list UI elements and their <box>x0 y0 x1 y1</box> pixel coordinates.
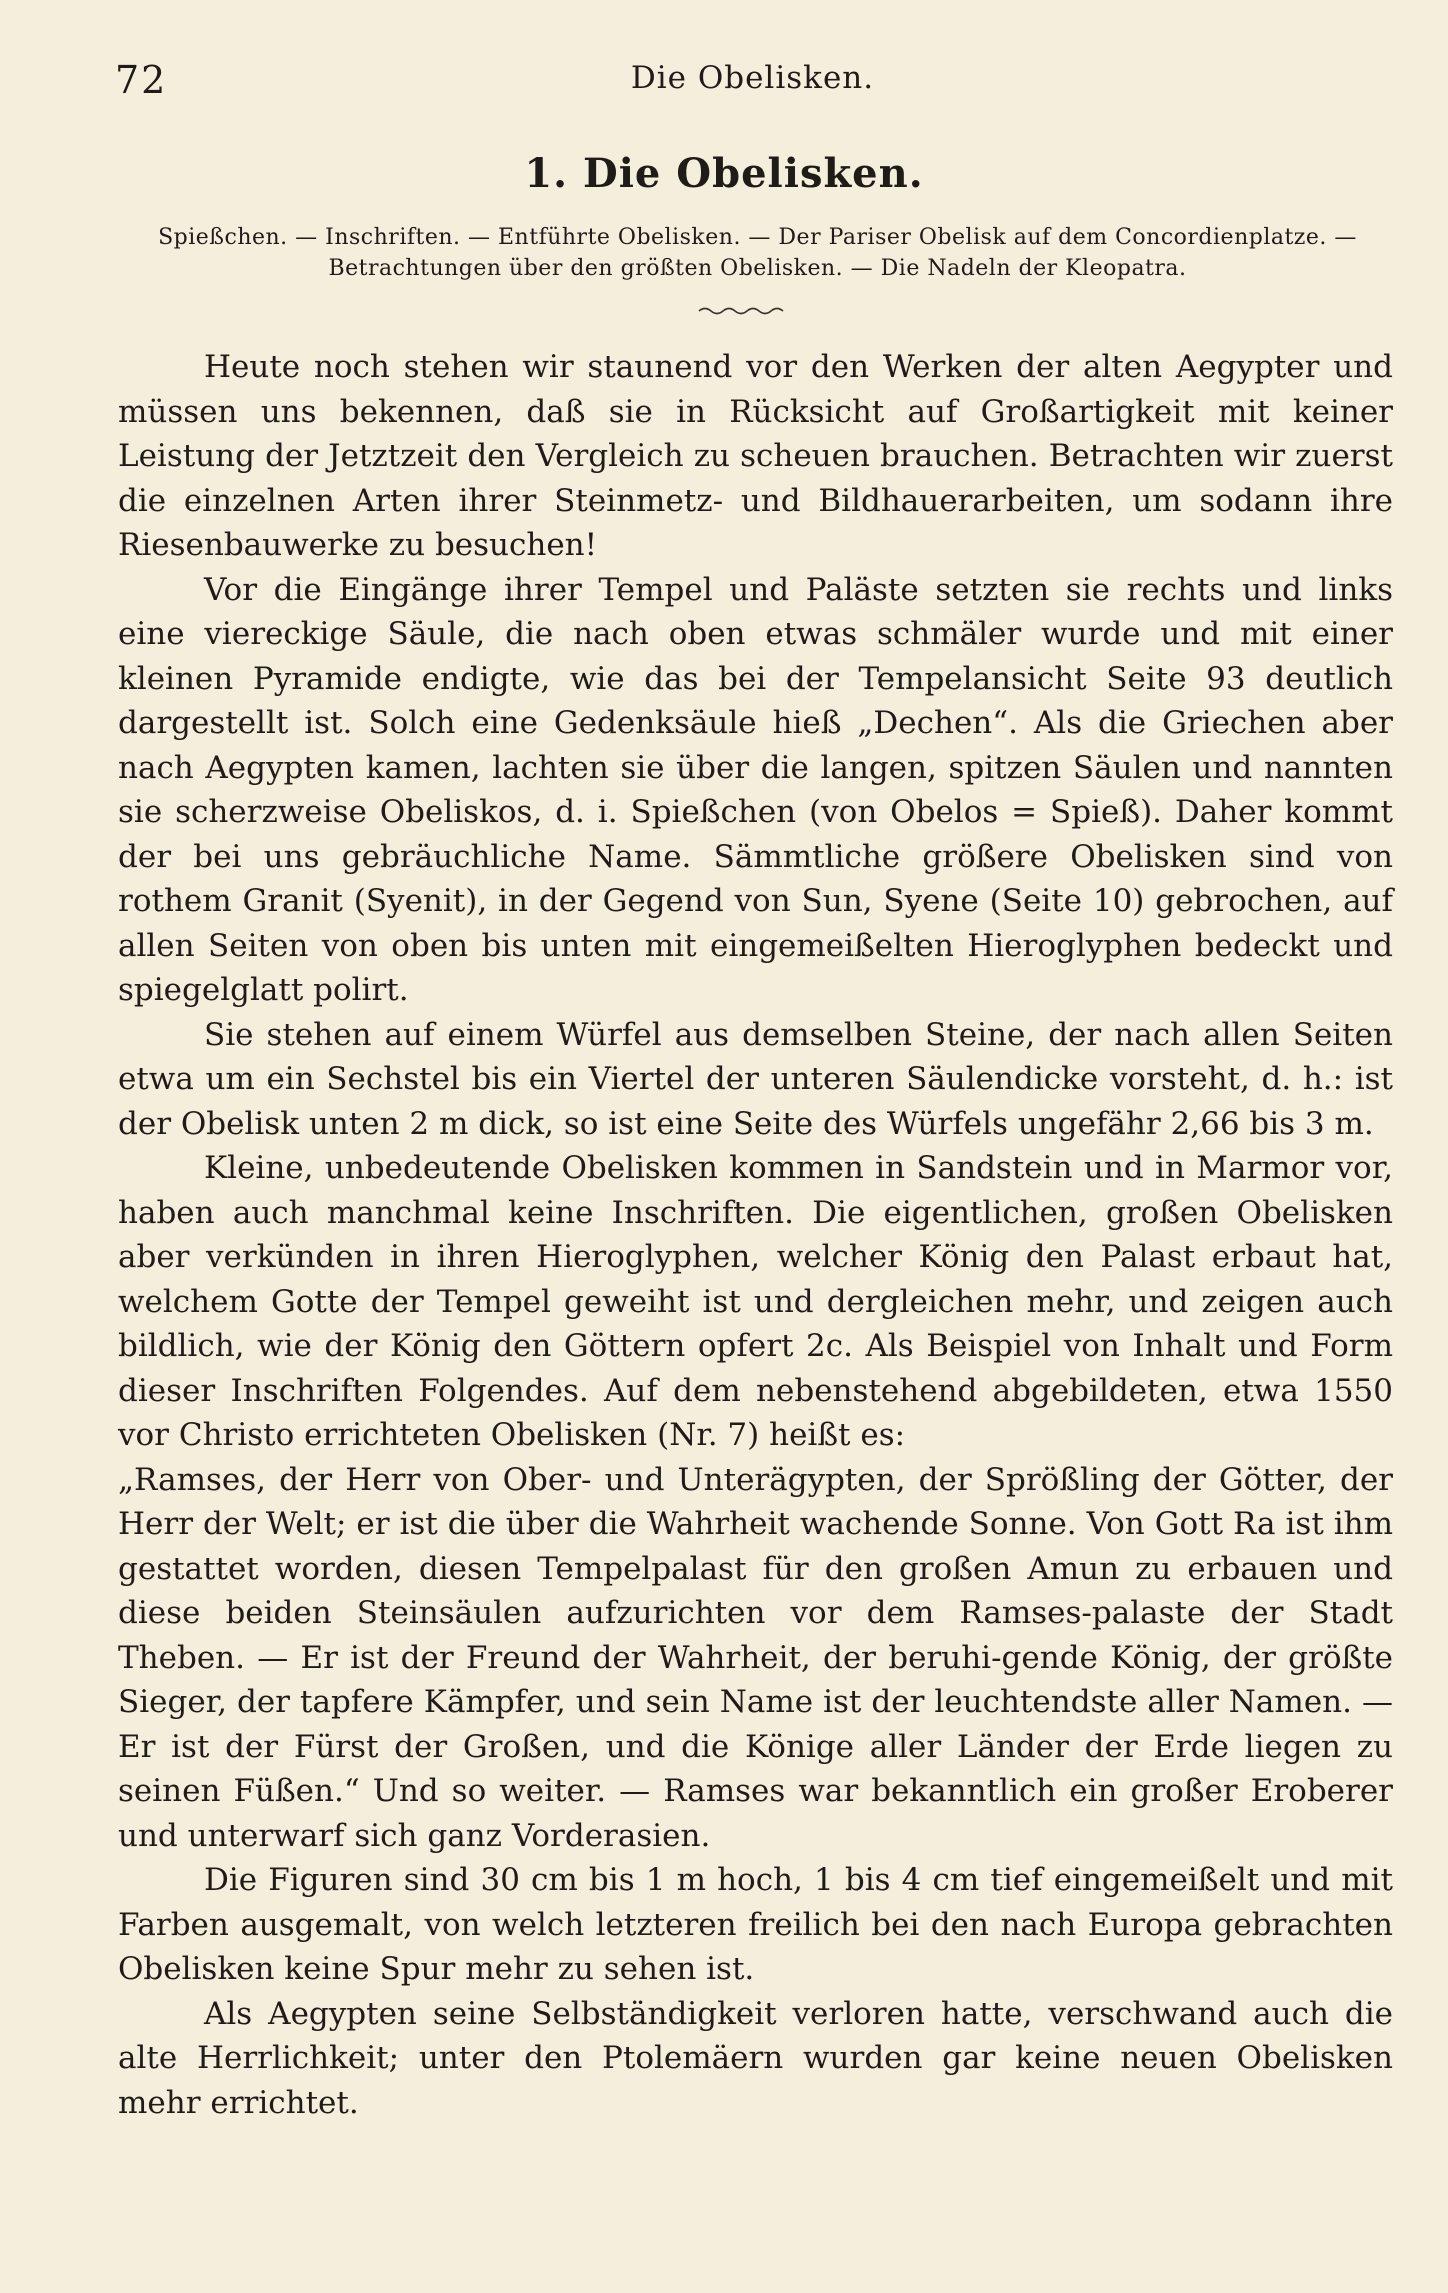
paragraph: Die Figuren sind 30 cm bis 1 m hoch, 1 bis 4 cm tief eingemeißelt und mit Farben ausgemalt, von welch letzteren freilich bei den nach Europa gebrachten Obelisken keine Spur mehr zu sehen ist. <box>118 1862 1393 1987</box>
chapter-title: 1. Die Obelisken. <box>524 150 924 197</box>
paragraph: Vor die Eingänge ihrer Tempel und Paläste setzten sie rechts und links eine viereckige Säule, die nach oben etwas schmäler wurde und mit einer kleinen Pyramide endigte, wie das bei der Tempelansicht Seite 93 deutlich dargestellt ist. Solch eine Gedenksäule hieß „Dechen“. Als die Griechen aber nach Aegypten kamen, lachten sie über die langen, spitzen Säulen und nannten sie scherzweise Obeliskos, d. i. Spießchen (von Obelos = Spieß). Daher kommt der bei uns gebräuchliche Name. Sämmtliche größere Obelisken sind von rothem Granit (Syenit), in der Gegend von Sun, Syene (Seite 10) gebrochen, auf allen Seiten von oben bis unten mit eingemeißelten Hieroglyphen bedeckt und spiegelglatt polirt. <box>118 571 1393 1008</box>
wavy-divider-ornament <box>697 304 787 318</box>
body-text <box>118 345 1393 2125</box>
summary-line: Betrachtungen über den größten Obelisken. — Die Nadeln der Kleopatra. <box>328 256 1187 281</box>
summary-line: Spießchen. — Inschriften. — Entführte Obelisken. — Der Pariser Obelisk auf dem Concordienplatze. — <box>158 225 1357 250</box>
paragraph: Kleine, unbedeutende Obelisken kommen in Sandstein und in Marmor vor, haben auch manchmal keine Inschriften. Die eigentlichen, großen Obelisken aber verkünden in ihren Hieroglyphen, welcher König den Palast erbaut hat, welchem Gotte der Tempel geweiht ist und dergleichen mehr, und zeigen auch bildlich, wie der König den Göttern opfert 2c. Als Beispiel von Inhalt und Form dieser Inschriften Folgendes. Auf dem nebenstehend abgebildeten, etwa 1550 vor Christo errichteten Obelisken (Nr. 7) heißt es: <box>118 1150 1393 1453</box>
paragraph: Heute noch stehen wir staunend vor den Werken der alten Aegypter und müssen uns bekennen, daß sie in Rücksicht auf Großartigkeit mit keiner Leistung der Jetztzeit den Vergleich zu scheuen brauchen. Betrachten wir zuerst die einzelnen Arten ihrer Steinmetz- und Bildhauerarbeiten, um sodann ihre Riesenbauwerke zu besuchen! <box>118 349 1393 563</box>
quotation-paragraph: „Ramses, der Herr von Ober- und Unterägypten, der Sprößling der Götter, der Herr der Welt; er ist die über die Wahrheit wachende Sonne. Von Gott Ra ist ihm gestattet worden, diesen Tempelpalast für den großen Amun zu erbauen und diese beiden Steinsäulen aufzurichten vor dem Ramses-palaste der Stadt Theben. — Er ist der Freund der Wahrheit, der beruhi-gende König, der größte Sieger, der tapfere Kämpfer, und sein Name ist der leuchtendste aller Namen. — Er ist der Fürst der Großen, und die Könige aller Länder der Erde liegen zu seinen Füßen.“ Und so weiter. — Ramses war bekanntlich ein großer Eroberer und unterwarf sich ganz Vorderasien. <box>118 1461 1393 1854</box>
page-number: 72 <box>115 58 168 102</box>
paragraph: Sie stehen auf einem Würfel aus demselben Steine, der nach allen Seiten etwa um ein Sechstel bis ein Viertel der unteren Säulendicke vorsteht, d. h.: ist der Obelisk unten 2 m dick, so ist eine Seite des Würfels ungefähr 2,66 bis 3 m. <box>118 1016 1393 1142</box>
running-title: Die Obelisken. <box>630 60 875 96</box>
chapter-summary <box>120 222 1395 284</box>
paragraph: Als Aegypten seine Selbständigkeit verloren hatte, verschwand auch die alte Herrlichkeit; unter den Ptolemäern wurden gar keine neuen Obelisken mehr errichtet. <box>118 1995 1393 2121</box>
page-header <box>115 58 1390 108</box>
